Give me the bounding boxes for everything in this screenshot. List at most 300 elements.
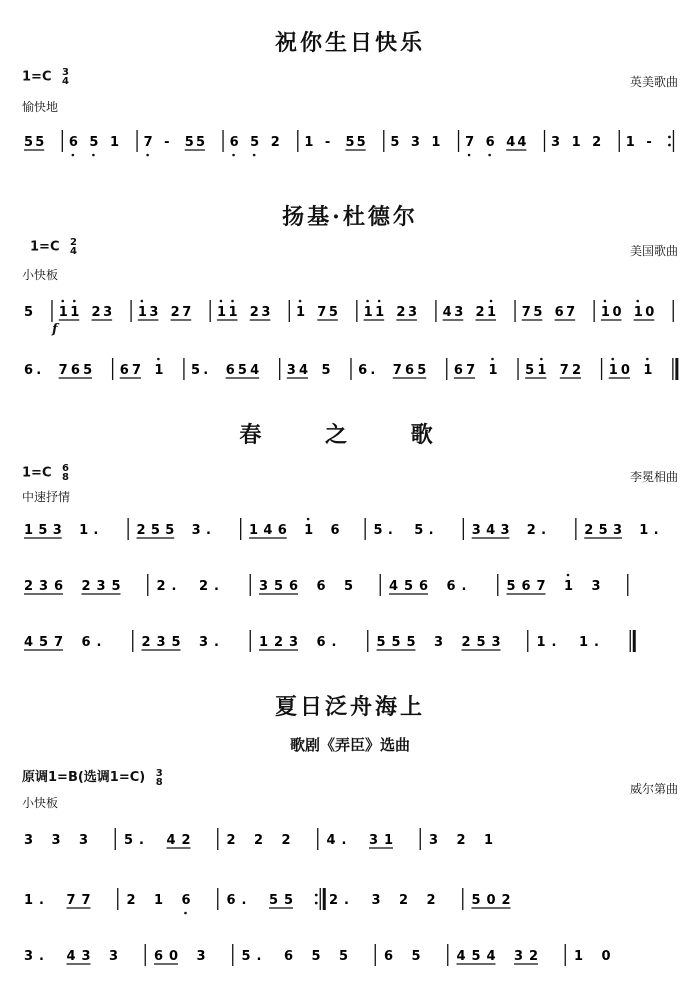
note: 1 xyxy=(216,305,226,320)
note: 4 xyxy=(24,635,34,650)
note: 1 xyxy=(487,305,497,320)
song-title: 祝你生日快乐 xyxy=(274,30,425,56)
time-signature: 6 8 xyxy=(62,463,69,483)
note: 1 xyxy=(109,135,120,150)
octave-dot-high xyxy=(220,300,223,303)
octave-dot-high xyxy=(157,358,160,361)
note: 2 xyxy=(141,635,151,650)
note: 0 xyxy=(169,949,179,964)
song-title: 扬基·杜德尔 xyxy=(282,204,418,230)
time-signature: 2 4 xyxy=(70,237,77,257)
note: 4 xyxy=(486,949,496,964)
note: 5 xyxy=(373,523,383,538)
note: 7 xyxy=(317,305,327,320)
note: 5 xyxy=(471,949,481,964)
repeat-dot xyxy=(668,136,671,139)
note: 4 xyxy=(299,363,309,378)
note: 1 xyxy=(564,579,574,594)
note: 6 xyxy=(419,579,429,594)
composer: 美国歌曲 xyxy=(629,244,678,258)
note: 6 xyxy=(181,893,191,908)
note: . xyxy=(214,579,219,594)
note: 7 xyxy=(536,579,546,594)
note: 3 xyxy=(109,949,119,964)
note: 1 xyxy=(259,635,269,650)
key-signature xyxy=(22,68,69,86)
note: 3 xyxy=(51,833,61,848)
octave-dot-high xyxy=(61,300,64,303)
note: 3 xyxy=(429,833,439,848)
octave-dot-high xyxy=(636,300,639,303)
octave-dot-high xyxy=(491,358,494,361)
note: 6 xyxy=(316,635,326,650)
note: 5 xyxy=(345,135,355,150)
note: 2 xyxy=(399,893,409,908)
note: 6 xyxy=(485,135,495,150)
note: 1 xyxy=(625,135,635,150)
note: 2 xyxy=(456,833,466,848)
note: 4 xyxy=(517,135,527,150)
note: 5 xyxy=(391,635,401,650)
key-text: 1=C xyxy=(22,465,52,481)
composer: 李冕相曲 xyxy=(629,470,678,484)
note: - xyxy=(164,135,170,150)
note: . xyxy=(96,635,102,650)
repeat-dot xyxy=(315,902,318,905)
note: 5 xyxy=(35,135,45,150)
repeat-dot xyxy=(668,144,671,147)
notation-line xyxy=(22,126,682,160)
notation-svg xyxy=(22,884,678,918)
note: . xyxy=(551,635,557,650)
note: 2 xyxy=(254,833,264,848)
note: 2 xyxy=(529,949,539,964)
note: 2 xyxy=(526,523,536,538)
note: 3 xyxy=(103,305,113,320)
octave-dot-high xyxy=(490,300,493,303)
note: 3 xyxy=(79,833,89,848)
note: 5 xyxy=(321,363,331,378)
note: 4 xyxy=(326,833,336,848)
note: 5 xyxy=(390,135,400,150)
note: 5 xyxy=(150,523,160,538)
note: 6 xyxy=(453,363,463,378)
note: 6 xyxy=(226,893,236,908)
note: 2 xyxy=(329,893,339,908)
note: 1 xyxy=(70,305,80,320)
note: 5 xyxy=(250,135,260,150)
note: 3 xyxy=(52,523,62,538)
note: 0 xyxy=(612,305,622,320)
key-text: 原调1=B(选调1=C) xyxy=(22,770,146,785)
note: 1 xyxy=(536,635,546,650)
note: 5 xyxy=(269,893,279,908)
note: 1 xyxy=(384,833,394,848)
note: - xyxy=(324,135,331,150)
key-text: 1=C xyxy=(30,239,60,255)
octave-dot-high xyxy=(604,300,607,303)
note: 6 xyxy=(225,363,235,378)
note: 5 xyxy=(476,635,486,650)
note: 3 xyxy=(289,635,299,650)
note: 5 xyxy=(184,135,194,150)
note: 6 xyxy=(384,949,394,964)
note: . xyxy=(214,635,219,650)
note: 1 xyxy=(249,523,259,538)
note: 4 xyxy=(263,523,273,538)
repeat-dot xyxy=(315,894,318,897)
note: 5 xyxy=(598,523,608,538)
note: 5 xyxy=(506,579,516,594)
note: . xyxy=(461,579,467,594)
note: 5 xyxy=(356,135,366,150)
note: 3 xyxy=(199,635,209,650)
octave-dot-high xyxy=(611,358,614,361)
note: 2 xyxy=(572,363,582,378)
note: 3 xyxy=(261,305,271,320)
note: 5 xyxy=(89,135,99,150)
notation-line xyxy=(22,514,682,548)
note: 5 xyxy=(376,635,386,650)
octave-dot-low xyxy=(92,154,95,157)
note: . xyxy=(36,363,42,378)
notation-svg xyxy=(22,514,678,548)
octave-dot-low xyxy=(184,912,187,915)
note: 1 xyxy=(431,135,441,150)
note: 2 xyxy=(281,833,291,848)
note: 7 xyxy=(566,305,576,320)
note: 1 xyxy=(58,305,68,320)
note: 5 xyxy=(165,523,175,538)
note: 1 xyxy=(375,305,385,320)
note: 4 xyxy=(250,363,260,378)
note: 0 xyxy=(486,893,496,908)
note: 5 xyxy=(525,363,535,378)
note: 5 xyxy=(328,305,338,320)
note: 4 xyxy=(166,833,176,848)
note: . xyxy=(139,833,144,848)
note: 3 xyxy=(196,949,206,964)
notation-svg xyxy=(22,940,678,974)
song-title: 春 之 歌 xyxy=(239,422,461,448)
note: 0 xyxy=(620,363,630,378)
note: 3 xyxy=(96,579,106,594)
note: 7 xyxy=(392,363,402,378)
note: 2 xyxy=(199,579,209,594)
note: 6 xyxy=(554,305,564,320)
tempo-marking: 小快板 xyxy=(22,796,59,810)
octave-dot-high xyxy=(646,358,649,361)
note: 2 xyxy=(274,635,284,650)
tempo-marking: 愉快地 xyxy=(22,100,59,114)
note: 2 xyxy=(226,833,236,848)
note: 7 xyxy=(131,363,142,378)
note: 7 xyxy=(66,893,76,908)
note: 5 xyxy=(38,523,48,538)
note: 3 xyxy=(24,833,34,848)
notation-svg xyxy=(22,354,678,388)
octave-dot-high xyxy=(567,574,570,577)
note: 2 xyxy=(24,579,34,594)
note: 1 xyxy=(537,363,547,378)
tempo-marking: 中速抒情 xyxy=(22,490,71,504)
note: 2 xyxy=(91,305,101,320)
octave-dot-high xyxy=(540,358,543,361)
note: 1 xyxy=(304,523,314,538)
note: 7 xyxy=(465,135,475,150)
note: 7 xyxy=(521,305,531,320)
note: 1 xyxy=(600,305,610,320)
note: 5 xyxy=(533,305,543,320)
note: 1 xyxy=(228,305,238,320)
note: 6 xyxy=(68,135,78,150)
note: 3 xyxy=(471,523,481,538)
note: . xyxy=(256,949,262,964)
octave-dot-low xyxy=(146,154,149,157)
note: 5 xyxy=(411,949,421,964)
note: . xyxy=(387,523,393,538)
note: 6 xyxy=(289,579,299,594)
note: 5 xyxy=(417,363,427,378)
note: 1 xyxy=(24,523,34,538)
note: 7 xyxy=(182,305,192,320)
note: . xyxy=(205,523,211,538)
note: 1 xyxy=(304,135,314,150)
note: 1 xyxy=(154,363,164,378)
note: 0 xyxy=(645,305,655,320)
note: 3 xyxy=(24,949,34,964)
note: 1 xyxy=(484,833,494,848)
note: . xyxy=(171,579,177,594)
notation-line xyxy=(22,824,682,858)
note: 5 xyxy=(274,579,284,594)
note: . xyxy=(594,635,599,650)
notation-svg xyxy=(22,296,678,330)
dynamic-marking: f xyxy=(52,322,58,337)
note: - xyxy=(646,135,652,150)
key-text: 1=C xyxy=(22,69,52,85)
note: . xyxy=(93,523,99,538)
note: 6 xyxy=(119,363,129,378)
note: 3 xyxy=(591,579,601,594)
note: 5 xyxy=(24,135,34,150)
note: 6 xyxy=(284,949,294,964)
note: 2 xyxy=(501,893,511,908)
note: 6 xyxy=(54,579,64,594)
note: . xyxy=(241,893,247,908)
note: 5 xyxy=(404,579,414,594)
note: . xyxy=(341,833,347,848)
note: 5 xyxy=(171,635,181,650)
note: 7 xyxy=(559,363,569,378)
octave-dot-low xyxy=(253,154,256,157)
note: 1 xyxy=(571,135,581,150)
octave-dot-high xyxy=(299,300,302,303)
notation-svg xyxy=(22,824,678,858)
note: 1 xyxy=(24,893,34,908)
note: 1 xyxy=(488,363,498,378)
note: 3 xyxy=(612,523,623,538)
note: . xyxy=(370,363,376,378)
note: 2 xyxy=(156,579,166,594)
note: 6 xyxy=(154,949,164,964)
note: 4 xyxy=(389,579,399,594)
note: 6 xyxy=(70,363,80,378)
note: 2 xyxy=(126,893,136,908)
notation-svg xyxy=(22,626,678,660)
notation-line xyxy=(22,626,682,660)
note: 2 xyxy=(170,305,180,320)
note: 3 xyxy=(371,893,381,908)
note: 7 xyxy=(143,135,153,150)
note: 3 xyxy=(407,305,417,320)
octave-dot-high xyxy=(73,300,76,303)
note: 4 xyxy=(486,523,496,538)
note: 5 xyxy=(111,579,121,594)
octave-dot-low xyxy=(488,154,491,157)
note: 2 xyxy=(426,893,436,908)
note: 4 xyxy=(66,949,76,964)
note: 3 xyxy=(156,635,166,650)
note: 1 xyxy=(608,363,618,378)
note: 2 xyxy=(181,833,191,848)
notation-line xyxy=(22,940,682,974)
note: 2 xyxy=(249,305,259,320)
note: 3 xyxy=(149,305,159,320)
note: 5 xyxy=(191,363,201,378)
time-signature: 3 4 xyxy=(62,67,69,87)
note: 5 xyxy=(406,635,416,650)
note: . xyxy=(653,523,659,538)
note: 5 xyxy=(241,949,251,964)
note: . xyxy=(541,523,547,538)
note: 1 xyxy=(296,305,306,320)
note: 3 xyxy=(410,135,420,150)
song-title: 夏日泛舟海上 xyxy=(274,694,425,720)
octave-dot-low xyxy=(72,154,75,157)
note: 6 xyxy=(316,579,326,594)
notation-line xyxy=(22,570,682,604)
note: 3 xyxy=(286,363,296,378)
composer: 英美歌曲 xyxy=(629,75,678,89)
note: 3 xyxy=(434,635,444,650)
note: 4 xyxy=(442,305,452,320)
note: 5 xyxy=(471,893,481,908)
note: 3 xyxy=(500,523,510,538)
note: . xyxy=(39,893,44,908)
note: 7 xyxy=(54,635,64,650)
note: 2 xyxy=(270,135,280,150)
note: 1 xyxy=(579,635,589,650)
note: 1 xyxy=(137,305,147,320)
note: 6 xyxy=(81,635,91,650)
note: 4 xyxy=(506,135,516,150)
note: 2 xyxy=(475,305,485,320)
notation-svg xyxy=(22,126,678,160)
note: 1 xyxy=(574,949,584,964)
note: 5 xyxy=(414,523,424,538)
note: 3 xyxy=(514,949,524,964)
note: . xyxy=(39,949,44,964)
octave-dot-high xyxy=(307,518,310,521)
key-signature xyxy=(22,766,163,787)
octave-dot-low xyxy=(232,154,235,157)
note: . xyxy=(428,523,434,538)
note: 7 xyxy=(466,363,476,378)
octave-dot-high xyxy=(378,300,381,303)
note: 6 xyxy=(404,363,415,378)
note: 6 xyxy=(330,523,340,538)
tempo-marking: 小快板 xyxy=(22,268,59,282)
note: 3 xyxy=(491,635,501,650)
notation-line xyxy=(22,354,682,388)
octave-dot-high xyxy=(231,300,234,303)
key-signature xyxy=(22,464,69,482)
note: 5 xyxy=(284,893,294,908)
song-subtitle: 歌剧《弄臣》选曲 xyxy=(289,736,410,754)
note: 2 xyxy=(396,305,406,320)
time-signature: 3 8 xyxy=(155,767,163,788)
note: 5 xyxy=(339,949,349,964)
note: 2 xyxy=(461,635,471,650)
note: 5 xyxy=(24,305,34,320)
note: 4 xyxy=(456,949,466,964)
note: 5 xyxy=(344,579,354,594)
note: 1 xyxy=(79,523,89,538)
note: 5 xyxy=(39,635,49,650)
note: 1 xyxy=(639,523,649,538)
note: 1 xyxy=(633,305,643,320)
note: 5 xyxy=(237,363,247,378)
note: 3 xyxy=(259,579,269,594)
note: 1 xyxy=(643,363,653,378)
note: 6 xyxy=(446,579,456,594)
octave-dot-low xyxy=(468,154,471,157)
note: 5 xyxy=(311,949,321,964)
note: 1 xyxy=(154,893,164,908)
note: 6 xyxy=(358,363,368,378)
notation-svg xyxy=(22,570,678,604)
key-signature xyxy=(30,238,77,256)
note: 3 xyxy=(39,579,49,594)
note: . xyxy=(331,635,337,650)
octave-dot-high xyxy=(141,300,144,303)
note: 5 xyxy=(195,135,205,150)
notation-line xyxy=(22,884,682,918)
composer: 威尔第曲 xyxy=(629,782,678,796)
octave-dot-high xyxy=(366,300,369,303)
note: 2 xyxy=(592,135,602,150)
note: 2 xyxy=(81,579,91,594)
note: 3 xyxy=(454,305,464,320)
note: 5 xyxy=(124,833,134,848)
note: . xyxy=(203,363,209,378)
note: 5 xyxy=(83,363,93,378)
note: 6 xyxy=(24,363,34,378)
note: . xyxy=(344,893,349,908)
note: 3 xyxy=(551,135,561,150)
note: 7 xyxy=(81,893,91,908)
note: 3 xyxy=(191,523,201,538)
notation-line xyxy=(22,296,682,330)
note: 6 xyxy=(277,523,287,538)
note: 7 xyxy=(58,363,68,378)
note: 6 xyxy=(229,135,239,150)
note: 3 xyxy=(369,833,379,848)
note: 2 xyxy=(136,523,146,538)
note: 6 xyxy=(521,579,531,594)
note: 3 xyxy=(81,949,91,964)
